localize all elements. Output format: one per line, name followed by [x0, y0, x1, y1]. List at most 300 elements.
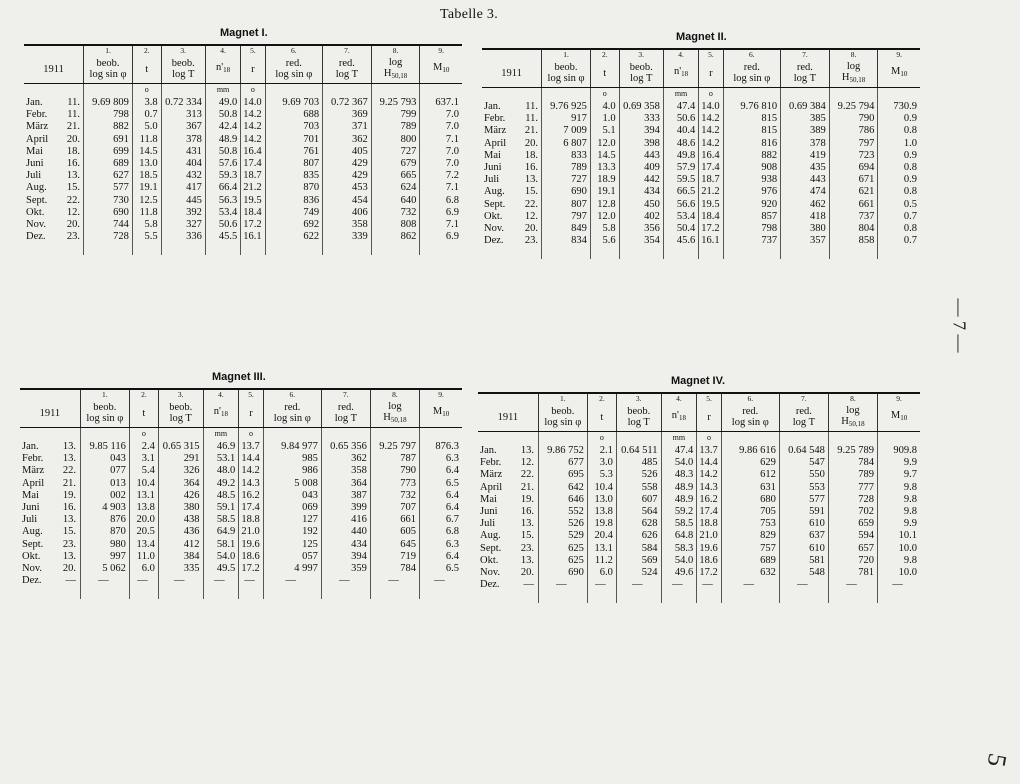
unit-cell: o: [699, 88, 723, 102]
value-cell: 808: [371, 219, 420, 231]
value-cell: 728: [84, 231, 133, 243]
unit-cell: o: [590, 88, 619, 102]
column-number-row: [24, 45, 462, 55]
date-cell: [24, 207, 84, 219]
value-cell: 409: [619, 162, 663, 174]
column-number: 9.: [878, 393, 920, 403]
date-cell: [482, 211, 542, 223]
value-cell: 13.7: [239, 441, 264, 453]
value-cell: 14.2: [697, 469, 722, 481]
value-cell: —: [878, 579, 920, 591]
value-cell: 21.0: [239, 526, 264, 538]
day-label: 16.: [524, 162, 538, 174]
value-cell: 0.9: [878, 174, 920, 186]
value-cell: 384: [158, 551, 203, 563]
value-cell: 426: [158, 490, 203, 502]
column-number: 1.: [538, 393, 587, 403]
column-header: log $H_{50,18}$: [829, 59, 878, 88]
year-header: 1911: [24, 55, 84, 84]
date-cell: [24, 231, 84, 243]
value-cell: 14.0: [241, 97, 265, 109]
value-cell: 789: [542, 162, 591, 174]
value-cell: 13.1: [129, 490, 158, 502]
value-cell: 49.6: [661, 567, 697, 579]
value-cell: 58.1: [203, 539, 239, 551]
value-cell: 327: [161, 219, 205, 231]
value-cell: 622: [265, 231, 323, 243]
value-cell: 695: [538, 469, 587, 481]
value-cell: 394: [321, 551, 370, 563]
value-cell: 335: [158, 563, 203, 575]
table-row: [478, 567, 920, 579]
value-cell: 876.3: [420, 441, 462, 453]
day-label: 11.: [67, 109, 80, 121]
date-cell: [478, 482, 538, 494]
value-cell: 6.4: [420, 502, 462, 514]
value-cell: 800: [371, 134, 420, 146]
value-cell: —: [420, 575, 462, 587]
magnet-2-title: Magnet II.: [676, 31, 727, 43]
value-cell: 784: [370, 563, 419, 575]
date-cell: [482, 174, 542, 186]
value-cell: 605: [370, 526, 419, 538]
value-cell: 057: [263, 551, 321, 563]
column-number: 8.: [828, 393, 877, 403]
month-label: Dez.: [480, 579, 500, 591]
value-cell: 291: [158, 453, 203, 465]
value-cell: 591: [779, 506, 828, 518]
month-label: April: [484, 137, 507, 149]
column-number: 7.: [779, 393, 828, 403]
column-number: 5.: [699, 49, 723, 59]
value-cell: 50.6: [205, 219, 240, 231]
value-cell: 7.0: [420, 109, 462, 121]
value-cell: 723: [829, 150, 878, 162]
value-cell: 17.2: [239, 563, 264, 575]
value-cell: 54.0: [661, 457, 697, 469]
table-row: [24, 97, 462, 109]
column-header: $n'_{18}$: [661, 403, 697, 432]
column-header: beob. log sin φ: [538, 403, 587, 432]
column-number: 3.: [158, 389, 203, 399]
table-row: [482, 186, 920, 198]
value-cell: 5 008: [263, 478, 321, 490]
value-cell: 369: [323, 109, 372, 121]
day-label: 16.: [66, 158, 80, 170]
table-row: [478, 469, 920, 481]
value-cell: 688: [265, 109, 323, 121]
month-label: Nov.: [480, 567, 501, 579]
value-cell: 0.72 367: [323, 97, 372, 109]
day-label: 13.: [62, 453, 76, 465]
value-cell: 610: [779, 543, 828, 555]
day-label: 23.: [62, 538, 76, 550]
value-cell: 581: [779, 555, 828, 567]
column-header: red. log T: [781, 59, 830, 88]
day-label: 21.: [66, 121, 80, 133]
value-cell: 14.4: [239, 453, 264, 465]
value-cell: 637: [779, 530, 828, 542]
unit-cell: [263, 428, 321, 442]
value-cell: 419: [781, 150, 830, 162]
column-header: red. log sin φ: [721, 403, 779, 432]
value-cell: 412: [158, 539, 203, 551]
date-cell: [478, 445, 538, 457]
value-cell: 659: [828, 518, 877, 530]
value-cell: 0.7: [878, 211, 920, 223]
column-number: 7.: [321, 389, 370, 399]
table-row: [24, 146, 462, 158]
table-row: [20, 490, 462, 502]
value-cell: 18.7: [699, 174, 723, 186]
table-row: [24, 219, 462, 231]
value-cell: 19.6: [697, 543, 722, 555]
value-cell: 997: [80, 551, 129, 563]
value-cell: 21.2: [241, 182, 265, 194]
value-cell: 436: [158, 526, 203, 538]
value-cell: 9.25 797: [370, 441, 419, 453]
value-cell: 13.0: [132, 158, 161, 170]
value-cell: 629: [721, 457, 779, 469]
value-cell: 612: [721, 469, 779, 481]
day-label: 15.: [524, 186, 538, 198]
value-cell: —: [616, 579, 661, 591]
value-cell: 19.6: [239, 539, 264, 551]
column-header: log $H_{50,18}$: [828, 403, 877, 432]
value-cell: 17.2: [699, 223, 723, 235]
month-label: April: [22, 477, 45, 489]
value-cell: 378: [781, 138, 830, 150]
date-cell: [482, 150, 542, 162]
value-cell: 6.4: [420, 465, 462, 477]
month-label: Aug.: [484, 186, 505, 198]
value-cell: 54.0: [203, 551, 239, 563]
value-cell: 917: [542, 113, 591, 125]
value-cell: 58.5: [661, 518, 697, 530]
value-cell: 9.9: [878, 457, 920, 469]
value-cell: 702: [828, 506, 877, 518]
value-cell: 50.8: [205, 109, 240, 121]
value-cell: 9.25 793: [371, 97, 420, 109]
day-label: 12.: [66, 206, 80, 218]
month-label: Juli: [484, 174, 500, 186]
value-cell: 13.3: [590, 162, 619, 174]
column-number: 1.: [80, 389, 129, 399]
column-number: 3.: [616, 393, 661, 403]
value-cell: 0.5: [878, 199, 920, 211]
value-cell: 18.8: [239, 514, 264, 526]
value-cell: 9.8: [878, 494, 920, 506]
header-row: [482, 59, 920, 88]
table-row: [482, 113, 920, 125]
value-cell: 2.4: [129, 441, 158, 453]
value-cell: 45.6: [663, 235, 698, 247]
value-cell: 1.0: [590, 113, 619, 125]
column-header: log $H_{50,18}$: [371, 55, 420, 84]
day-label: 13.: [520, 518, 534, 530]
day-label: 18.: [66, 145, 80, 157]
month-label: März: [22, 465, 45, 477]
date-cell: [482, 199, 542, 211]
value-cell: 20.4: [587, 530, 616, 542]
column-number: 4.: [205, 45, 240, 55]
value-cell: 986: [263, 465, 321, 477]
value-cell: 9.9: [878, 518, 920, 530]
value-cell: 59.1: [203, 502, 239, 514]
value-cell: 9.25 789: [828, 445, 877, 457]
magnet-3-title: Magnet III.: [212, 371, 266, 383]
value-cell: 10.4: [587, 482, 616, 494]
value-cell: 18.4: [241, 207, 265, 219]
value-cell: 624: [371, 182, 420, 194]
day-label: 19.: [520, 493, 534, 505]
value-cell: 699: [84, 146, 133, 158]
value-cell: 48.6: [663, 138, 698, 150]
value-cell: 13.0: [587, 494, 616, 506]
table-row: [482, 162, 920, 174]
day-label: 16.: [62, 502, 76, 514]
unit-cell: [619, 88, 663, 102]
table-row: [24, 158, 462, 170]
units-row: [24, 84, 462, 98]
value-cell: 833: [542, 150, 591, 162]
value-cell: 787: [370, 453, 419, 465]
unit-cell: [80, 428, 129, 442]
value-cell: 857: [723, 211, 781, 223]
value-cell: 440: [321, 526, 370, 538]
value-cell: 690: [538, 567, 587, 579]
unit-cell: [420, 428, 462, 442]
value-cell: 14.5: [590, 150, 619, 162]
value-cell: 0.7: [878, 235, 920, 247]
value-cell: 0.9: [878, 113, 920, 125]
value-cell: 4 903: [80, 502, 129, 514]
value-cell: —: [263, 575, 321, 587]
value-cell: 385: [781, 113, 830, 125]
value-cell: 5.0: [132, 121, 161, 133]
value-cell: 3.8: [132, 97, 161, 109]
value-cell: 12.0: [590, 211, 619, 223]
value-cell: 621: [829, 186, 878, 198]
unit-cell: o: [129, 428, 158, 442]
value-cell: 0.8: [878, 125, 920, 137]
value-cell: —: [370, 575, 419, 587]
column-number: 7.: [781, 49, 830, 59]
column-header: beob. log T: [616, 403, 661, 432]
value-cell: 58.5: [203, 514, 239, 526]
value-cell: 18.8: [697, 518, 722, 530]
column-header: beob. log sin φ: [80, 399, 129, 428]
value-cell: 749: [265, 207, 323, 219]
value-cell: 625: [538, 555, 587, 567]
date-cell: [24, 158, 84, 170]
value-cell: 815: [723, 125, 781, 137]
value-cell: 689: [721, 555, 779, 567]
month-label: Okt.: [26, 206, 45, 218]
value-cell: 628: [616, 518, 661, 530]
value-cell: 49.2: [203, 478, 239, 490]
header-row: [478, 403, 920, 432]
day-label: 13.: [524, 174, 538, 186]
unit-cell: [878, 88, 920, 102]
day-label: 13.: [520, 554, 534, 566]
value-cell: 9.8: [878, 482, 920, 494]
value-cell: 54.0: [661, 555, 697, 567]
value-cell: 798: [723, 223, 781, 235]
value-cell: —: [538, 579, 587, 591]
value-cell: 632: [721, 567, 779, 579]
value-cell: 398: [619, 138, 663, 150]
value-cell: 807: [542, 199, 591, 211]
date-cell: [482, 162, 542, 174]
unit-cell: mm: [203, 428, 239, 442]
value-cell: 6.5: [420, 563, 462, 575]
date-cell: [20, 465, 80, 477]
value-cell: 0.64 511: [616, 445, 661, 457]
column-number: 4.: [203, 389, 239, 399]
value-cell: 14.2: [241, 134, 265, 146]
unit-cell: [161, 84, 205, 98]
value-cell: 6.9: [420, 231, 462, 243]
value-cell: 485: [616, 457, 661, 469]
day-label: 13.: [66, 170, 80, 182]
date-cell: [478, 469, 538, 481]
day-label: 16.: [520, 506, 534, 518]
date-cell: [482, 113, 542, 125]
month-label: Jan.: [480, 445, 497, 456]
date-cell: [24, 170, 84, 182]
value-cell: 57.6: [205, 158, 240, 170]
value-cell: 781: [828, 567, 877, 579]
table-row: [24, 182, 462, 194]
table-row: [24, 231, 462, 243]
header-row: [24, 55, 462, 84]
table-row: [482, 223, 920, 235]
value-cell: 354: [619, 235, 663, 247]
date-cell: [478, 457, 538, 469]
unit-cell: [616, 432, 661, 446]
day-label: 22.: [62, 465, 76, 477]
value-cell: 5.3: [587, 469, 616, 481]
value-cell: 14.2: [699, 138, 723, 150]
value-cell: 727: [542, 174, 591, 186]
value-cell: 53.1: [203, 453, 239, 465]
month-label: Juli: [26, 170, 42, 182]
value-cell: 364: [321, 478, 370, 490]
date-cell: [478, 494, 538, 506]
table-row: [482, 174, 920, 186]
value-cell: 405: [323, 146, 372, 158]
column-header: red. log sin φ: [263, 399, 321, 428]
value-cell: 42.4: [205, 121, 240, 133]
value-cell: 552: [538, 506, 587, 518]
value-cell: 13.8: [129, 502, 158, 514]
column-header: t: [587, 403, 616, 432]
table-row: [482, 138, 920, 150]
value-cell: 12.5: [132, 195, 161, 207]
value-cell: 417: [161, 182, 205, 194]
value-cell: 829: [721, 530, 779, 542]
value-cell: 416: [321, 514, 370, 526]
value-cell: 47.4: [661, 445, 697, 457]
value-cell: 18.6: [697, 555, 722, 567]
value-cell: 12.8: [590, 199, 619, 211]
value-cell: 043: [80, 453, 129, 465]
value-cell: 313: [161, 109, 205, 121]
month-label: Nov.: [26, 219, 47, 231]
value-cell: 882: [723, 150, 781, 162]
month-label: Mai: [480, 493, 497, 505]
column-number: 1.: [84, 45, 133, 55]
month-label: Dez.: [22, 575, 42, 587]
value-cell: 553: [779, 482, 828, 494]
value-cell: 728: [828, 494, 877, 506]
column-header: red. log T: [779, 403, 828, 432]
value-cell: 10.4: [129, 478, 158, 490]
column-header: $n'_{18}$: [203, 399, 239, 428]
date-cell: [24, 134, 84, 146]
value-cell: 816: [723, 138, 781, 150]
column-number: 2.: [587, 393, 616, 403]
value-cell: 807: [265, 158, 323, 170]
value-cell: 4.0: [590, 101, 619, 113]
month-label: Jan.: [26, 97, 43, 108]
month-label: Sept.: [26, 194, 48, 206]
value-cell: 705: [721, 506, 779, 518]
bottom-padding-row: [482, 247, 920, 259]
value-cell: 9.7: [878, 469, 920, 481]
value-cell: 526: [616, 469, 661, 481]
value-cell: 625: [538, 543, 587, 555]
value-cell: 077: [80, 465, 129, 477]
value-cell: 594: [828, 530, 877, 542]
value-cell: 392: [161, 207, 205, 219]
date-cell: [20, 490, 80, 502]
value-cell: 17.4: [241, 158, 265, 170]
value-cell: 389: [781, 125, 830, 137]
magnet-1-title: Magnet I.: [220, 27, 268, 39]
value-cell: 16.1: [699, 235, 723, 247]
column-header: $M_{10}$: [420, 55, 462, 84]
date-cell: [478, 518, 538, 530]
value-cell: 9.85 116: [80, 441, 129, 453]
value-cell: 0.8: [878, 223, 920, 235]
value-cell: 6.7: [420, 514, 462, 526]
value-cell: 9.25 794: [829, 101, 878, 113]
value-cell: 16.1: [241, 231, 265, 243]
unit-cell: o: [241, 84, 265, 98]
date-cell: [20, 478, 80, 490]
column-number: 5.: [697, 393, 722, 403]
value-cell: 834: [542, 235, 591, 247]
value-cell: 564: [616, 506, 661, 518]
date-cell: [478, 506, 538, 518]
value-cell: 4 997: [263, 563, 321, 575]
date-cell: [482, 138, 542, 150]
value-cell: 380: [158, 502, 203, 514]
unit-cell: [420, 84, 462, 98]
column-header: red. log sin φ: [265, 55, 323, 84]
value-cell: 550: [779, 469, 828, 481]
month-label: Okt.: [22, 550, 41, 562]
value-cell: 50.6: [663, 113, 698, 125]
value-cell: 0.65 356: [321, 441, 370, 453]
value-cell: 5.8: [590, 223, 619, 235]
date-cell: [20, 441, 80, 453]
value-cell: 804: [829, 223, 878, 235]
value-cell: 48.0: [203, 465, 239, 477]
value-cell: 66.4: [205, 182, 240, 194]
